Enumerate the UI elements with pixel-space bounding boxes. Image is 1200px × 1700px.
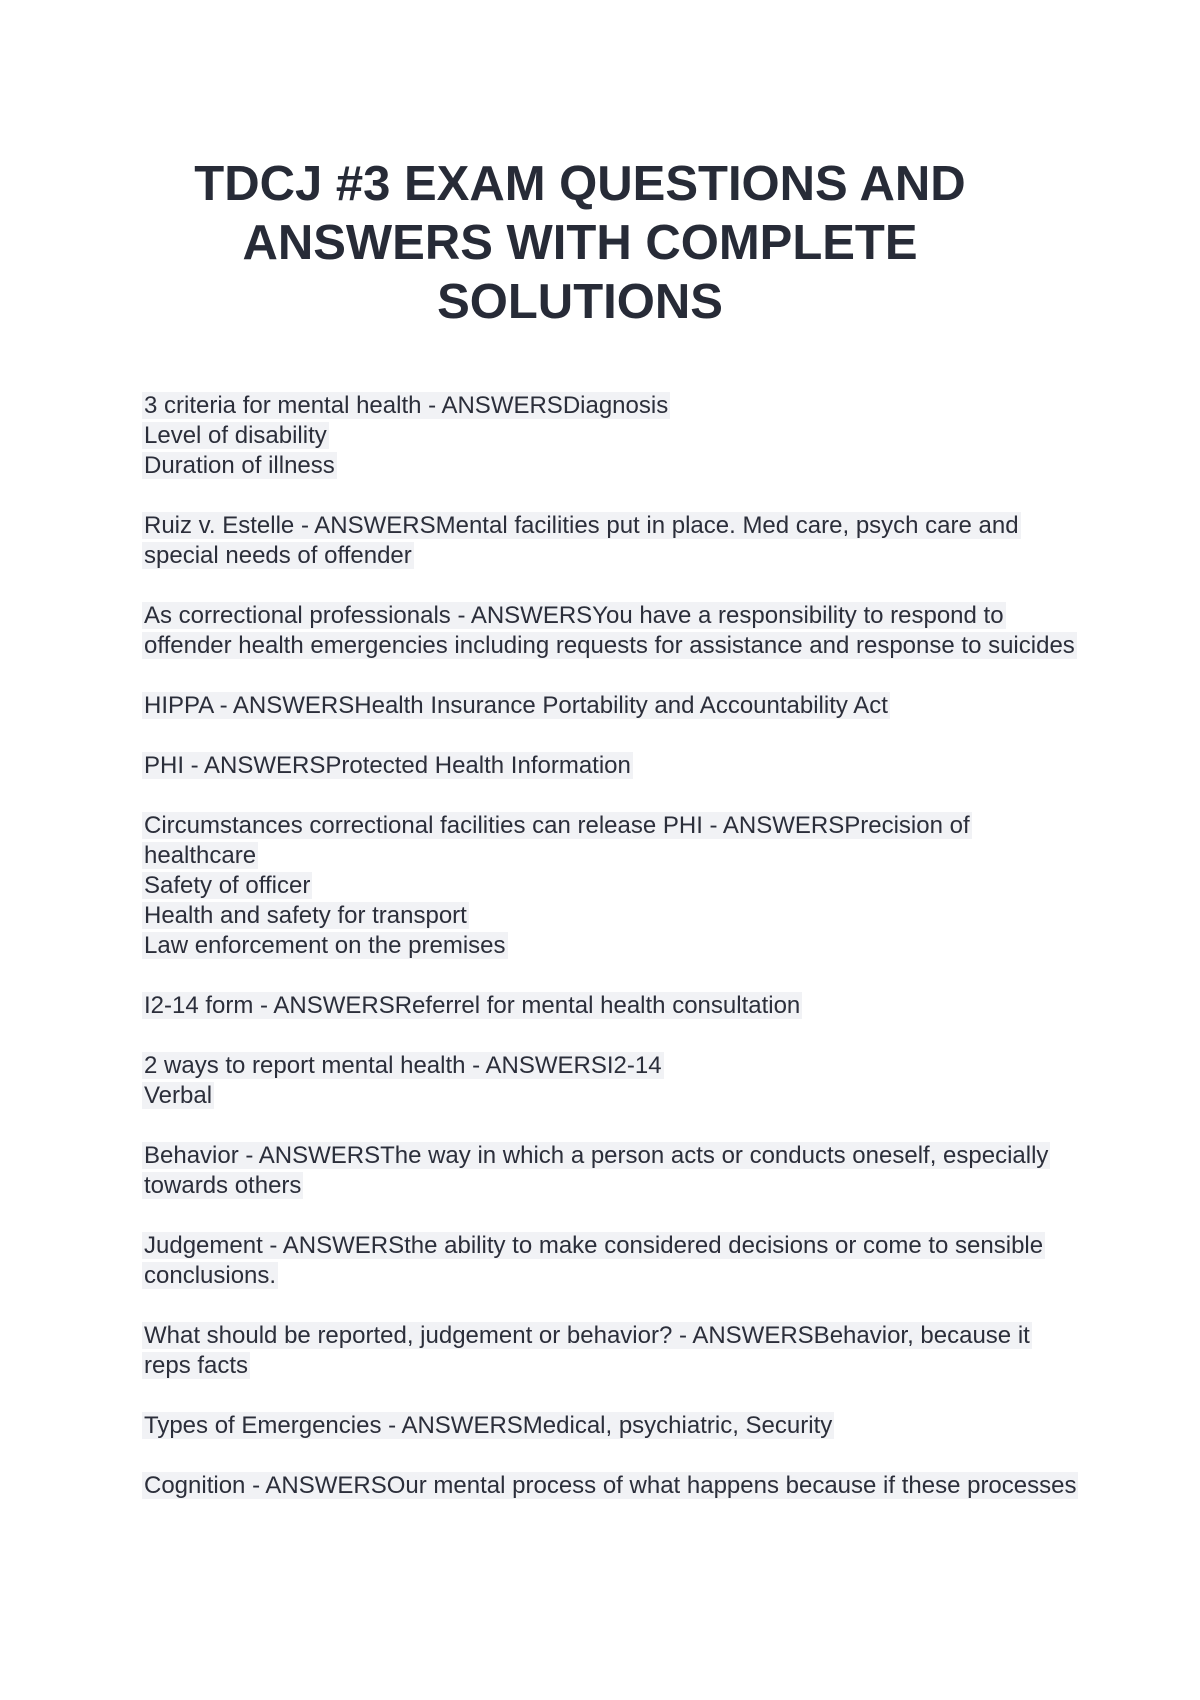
qa-line-text: Verbal — [144, 1082, 213, 1109]
qa-line-text: Law enforcement on the premises — [144, 932, 506, 959]
qa-line-text: Duration of illness — [144, 452, 335, 479]
qa-line — [142, 541, 1102, 571]
qa-line — [142, 1411, 1102, 1441]
qa-line-text: healthcare — [144, 842, 257, 869]
qa-item — [142, 991, 1102, 1021]
qa-line-text: Judgement - ANSWERSthe ability to make considered decisions or come to sensible — [144, 1232, 1044, 1259]
qa-line — [142, 1171, 1102, 1201]
qa-line — [142, 901, 1102, 931]
qa-line-text: Safety of officer — [144, 872, 311, 899]
qa-line-text: conclusions. — [144, 1262, 277, 1289]
title-line-1: TDCJ #3 EXAM QUESTIONS AND — [194, 157, 966, 211]
qa-line — [142, 1471, 1102, 1501]
qa-item — [142, 601, 1102, 661]
qa-item — [142, 391, 1102, 481]
qa-line-text: Level of disability — [144, 422, 327, 449]
qa-line — [142, 691, 1102, 721]
document-title — [180, 155, 980, 332]
qa-item — [142, 691, 1102, 721]
title-line-3: SOLUTIONS — [437, 275, 723, 329]
qa-line — [142, 931, 1102, 961]
qa-line-text: special needs of offender — [144, 542, 412, 569]
qa-line — [142, 1261, 1102, 1291]
qa-item — [142, 1321, 1102, 1381]
qa-line-text: towards others — [144, 1172, 302, 1199]
qa-line — [142, 991, 1102, 1021]
qa-line-text: 3 criteria for mental health - ANSWERSDiagnosis — [144, 392, 669, 419]
qa-line — [142, 871, 1102, 901]
qa-line — [142, 421, 1102, 451]
qa-line — [142, 631, 1102, 661]
title-line-2: ANSWERS WITH COMPLETE — [242, 216, 918, 270]
qa-line — [142, 811, 1102, 841]
qa-item — [142, 511, 1102, 571]
qa-item — [142, 1051, 1102, 1111]
qa-list — [142, 391, 1102, 1531]
qa-line-text: What should be reported, judgement or behavior? - ANSWERSBehavior, because it — [144, 1322, 1030, 1349]
qa-line — [142, 391, 1102, 421]
qa-item — [142, 751, 1102, 781]
qa-item — [142, 811, 1102, 961]
qa-line-text: Cognition - ANSWERSOur mental process of what happens because if these processes — [144, 1472, 1077, 1499]
qa-item — [142, 1141, 1102, 1201]
qa-item — [142, 1411, 1102, 1441]
qa-line-text: Circumstances correctional facilities can release PHI - ANSWERSPrecision of — [144, 812, 970, 839]
qa-line — [142, 1141, 1102, 1171]
qa-line — [142, 451, 1102, 481]
qa-line-text: Ruiz v. Estelle - ANSWERSMental facilities put in place. Med care, psych care and — [144, 512, 1019, 539]
qa-line — [142, 841, 1102, 871]
qa-line-text: 2 ways to report mental health - ANSWERSI2-14 — [144, 1052, 662, 1079]
qa-line-text: Behavior - ANSWERSThe way in which a person acts or conducts oneself, especially — [144, 1142, 1049, 1169]
qa-line — [142, 511, 1102, 541]
qa-line — [142, 1051, 1102, 1081]
qa-line-text: reps facts — [144, 1352, 249, 1379]
qa-line-text: Types of Emergencies - ANSWERSMedical, psychiatric, Security — [144, 1412, 833, 1439]
qa-line-text: HIPPA - ANSWERSHealth Insurance Portability and Accountability Act — [144, 692, 888, 719]
qa-line — [142, 1231, 1102, 1261]
qa-line-text: PHI - ANSWERSProtected Health Information — [144, 752, 631, 779]
qa-line — [142, 601, 1102, 631]
qa-line — [142, 1321, 1102, 1351]
qa-line-text: As correctional professionals - ANSWERSYou have a responsibility to respond to — [144, 602, 1004, 629]
qa-line — [142, 751, 1102, 781]
qa-item — [142, 1231, 1102, 1291]
qa-line — [142, 1351, 1102, 1381]
qa-line — [142, 1081, 1102, 1111]
qa-item — [142, 1471, 1102, 1501]
qa-line-text: Health and safety for transport — [144, 902, 467, 929]
qa-line-text: I2-14 form - ANSWERSReferrel for mental health consultation — [144, 992, 801, 1019]
qa-line-text: offender health emergencies including requests for assistance and response to suicides — [144, 632, 1075, 659]
